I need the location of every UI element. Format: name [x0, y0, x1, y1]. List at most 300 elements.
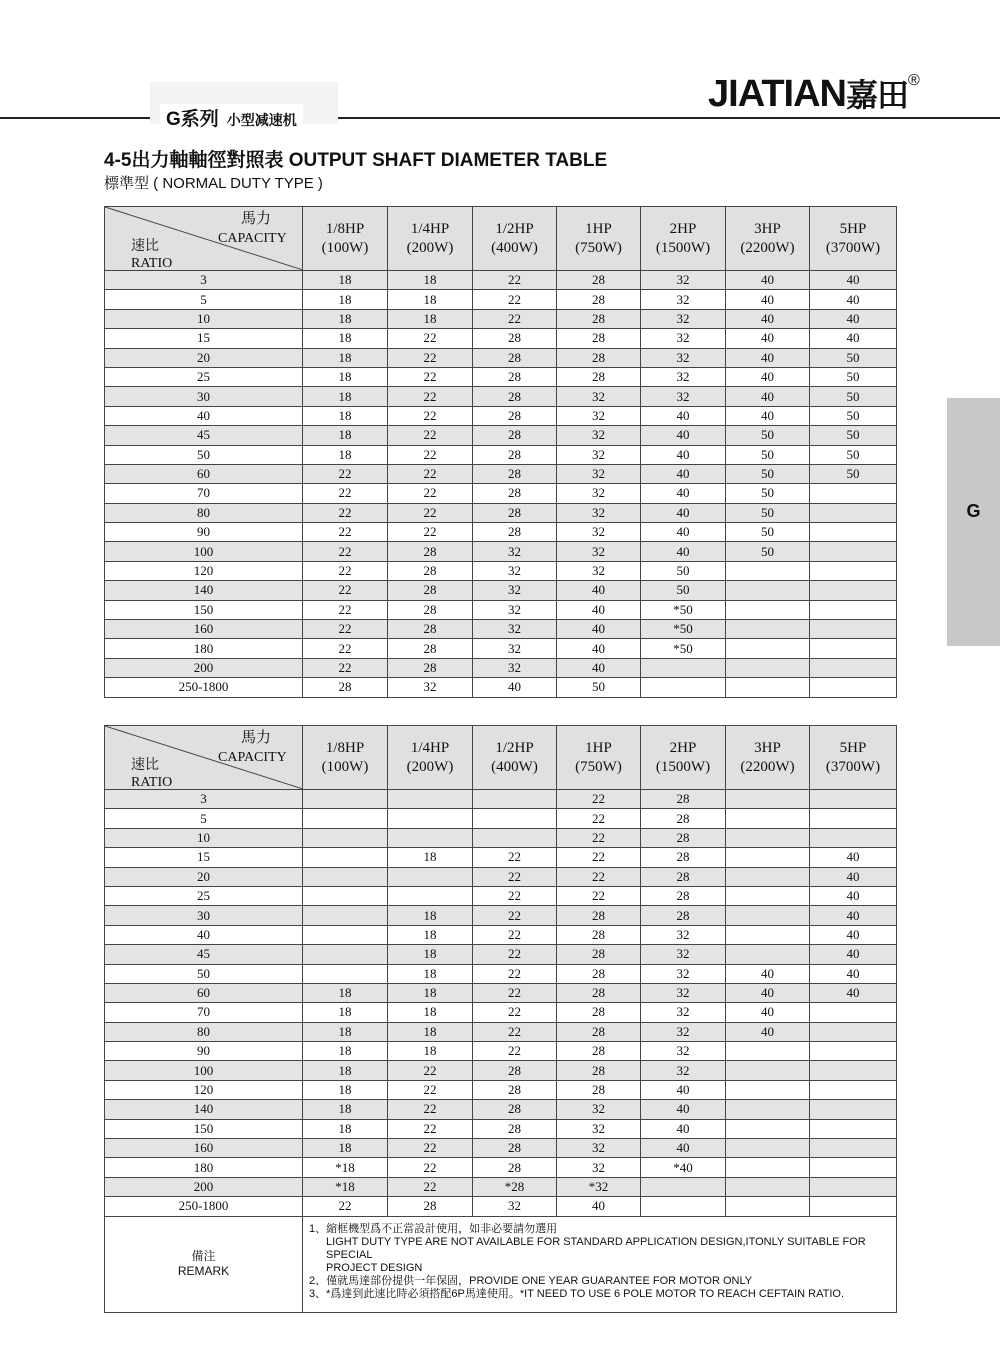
- ratio-cell: 100: [105, 1061, 303, 1080]
- table-row: [105, 828, 897, 847]
- diameter-cell: 40: [810, 329, 897, 348]
- ratio-cell: 10: [105, 828, 303, 847]
- remark-label-cn: 備注: [191, 1249, 216, 1264]
- diameter-cell: 28: [641, 886, 726, 905]
- diameter-cell: 50: [726, 503, 810, 522]
- diameter-cell: 22: [388, 329, 473, 348]
- col-header-2hp: 2HP (1500W): [641, 207, 726, 271]
- diameter-cell: 28: [473, 329, 557, 348]
- table-row: [105, 1197, 897, 1216]
- diameter-cell: 40: [473, 678, 557, 697]
- remark-line-3: PROJECT DESIGN: [326, 1261, 423, 1274]
- diameter-cell: [726, 1080, 810, 1099]
- diameter-cell: 18: [303, 1080, 388, 1099]
- diameter-cell: [303, 828, 388, 847]
- brand-name: JIATIAN: [708, 73, 846, 115]
- diameter-cell: 18: [303, 271, 388, 290]
- remark-line-2: LIGHT DUTY TYPE ARE NOT AVAILABLE FOR STANDARD APPLICATION DESIGN,ITONLY SUITABLE FOR SPECIAL: [326, 1235, 866, 1261]
- diameter-cell: [810, 828, 897, 847]
- diameter-cell: [810, 1100, 897, 1119]
- diameter-cell: 40: [726, 1022, 810, 1041]
- table-row: [105, 1177, 897, 1196]
- table-row: [105, 809, 897, 828]
- table-row: [105, 290, 897, 309]
- diameter-cell: 28: [557, 925, 641, 944]
- diameter-cell: 28: [473, 464, 557, 483]
- ratio-cell: 150: [105, 1119, 303, 1138]
- diameter-cell: 28: [641, 867, 726, 886]
- brand-logo: [708, 70, 919, 116]
- diameter-cell: 22: [303, 639, 388, 658]
- remark-line-1: 1、縮框機型爲不正當設計使用，如非必要請勿選用: [309, 1222, 558, 1235]
- diameter-cell: 18: [388, 945, 473, 964]
- table-row: [105, 1119, 897, 1138]
- diameter-cell: 32: [641, 367, 726, 386]
- diameter-cell: *18: [303, 1158, 388, 1177]
- remark-row: [105, 1216, 897, 1312]
- diameter-cell: 22: [473, 925, 557, 944]
- diameter-cell: [726, 925, 810, 944]
- diameter-cell: 50: [726, 484, 810, 503]
- diameter-cell: [303, 790, 388, 809]
- diameter-cell: 22: [388, 1119, 473, 1138]
- diameter-cell: 32: [641, 387, 726, 406]
- diameter-cell: 22: [473, 1003, 557, 1022]
- series-subtitle: 小型减速机: [226, 112, 297, 128]
- diameter-cell: 28: [641, 790, 726, 809]
- diameter-cell: 40: [810, 964, 897, 983]
- table-row: [105, 1061, 897, 1080]
- diameter-cell: [810, 1080, 897, 1099]
- ratio-cell: 25: [105, 367, 303, 386]
- table-row: [105, 886, 897, 905]
- diameter-cell: 32: [557, 1119, 641, 1138]
- table-row: [105, 561, 897, 580]
- diameter-cell: 40: [810, 309, 897, 328]
- diameter-cell: 28: [473, 1158, 557, 1177]
- diameter-cell: [726, 1042, 810, 1061]
- series-label: [160, 104, 303, 131]
- diameter-cell: [810, 503, 897, 522]
- diameter-cell: 32: [473, 620, 557, 639]
- diameter-cell: [303, 964, 388, 983]
- col-header-1-2hp: 1/2HP (400W): [473, 207, 557, 271]
- diameter-cell: 50: [641, 561, 726, 580]
- diameter-cell: 32: [557, 1158, 641, 1177]
- diameter-cell: [726, 848, 810, 867]
- diameter-cell: [303, 809, 388, 828]
- table-row: [105, 658, 897, 677]
- table-row: [105, 1100, 897, 1119]
- series-name: G系列: [166, 109, 219, 130]
- registered-mark: ®: [907, 72, 919, 89]
- ratio-cell: 80: [105, 1022, 303, 1041]
- capacity-label-en: CAPACITY: [218, 231, 287, 246]
- diameter-cell: *18: [303, 1177, 388, 1196]
- diameter-cell: 28: [557, 945, 641, 964]
- ratio-cell: 40: [105, 925, 303, 944]
- diameter-cell: 22: [557, 809, 641, 828]
- diameter-cell: [726, 561, 810, 580]
- col-header-3hp: 3HP (2200W): [726, 726, 810, 790]
- diameter-cell: 22: [303, 561, 388, 580]
- table-row: [105, 1158, 897, 1177]
- table-row: [105, 484, 897, 503]
- diameter-cell: 18: [303, 309, 388, 328]
- diameter-cell: 40: [641, 426, 726, 445]
- diameter-cell: 40: [557, 620, 641, 639]
- diameter-cell: 32: [641, 925, 726, 944]
- diameter-cell: 22: [473, 983, 557, 1002]
- col-header-1hp: 1HP (750W): [557, 207, 641, 271]
- ratio-cell: 140: [105, 1100, 303, 1119]
- col-header-2hp: 2HP (1500W): [641, 726, 726, 790]
- diameter-cell: 28: [641, 906, 726, 925]
- diameter-cell: 40: [726, 406, 810, 425]
- diameter-cell: [810, 639, 897, 658]
- diameter-cell: [810, 542, 897, 561]
- diameter-cell: 22: [473, 945, 557, 964]
- diameter-cell: 28: [473, 426, 557, 445]
- diameter-cell: 18: [303, 983, 388, 1002]
- diameter-cell: 22: [388, 1177, 473, 1196]
- diameter-cell: 40: [726, 290, 810, 309]
- diameter-cell: 22: [557, 848, 641, 867]
- table-row: [105, 329, 897, 348]
- diameter-cell: 28: [388, 639, 473, 658]
- remark-label-cell: [105, 1216, 303, 1312]
- ratio-cell: 70: [105, 1003, 303, 1022]
- diameter-cell: 50: [726, 464, 810, 483]
- diameter-cell: 18: [303, 445, 388, 464]
- diameter-cell: 40: [810, 886, 897, 905]
- ratio-cell: 5: [105, 809, 303, 828]
- diameter-cell: 18: [388, 290, 473, 309]
- ratio-cell: 60: [105, 983, 303, 1002]
- diameter-cell: *50: [641, 639, 726, 658]
- ratio-cell: 30: [105, 906, 303, 925]
- diameter-cell: [810, 581, 897, 600]
- table-row: [105, 271, 897, 290]
- diameter-cell: 28: [473, 1139, 557, 1158]
- diameter-cell: 40: [726, 309, 810, 328]
- diameter-cell: 18: [388, 983, 473, 1002]
- diameter-cell: 32: [473, 581, 557, 600]
- diameter-cell: 22: [473, 867, 557, 886]
- diameter-cell: 40: [726, 348, 810, 367]
- capacity-label-en: CAPACITY: [218, 750, 287, 765]
- diameter-cell: 40: [726, 329, 810, 348]
- diameter-cell: 28: [557, 271, 641, 290]
- ratio-cell: 100: [105, 542, 303, 561]
- ratio-cell: 120: [105, 1080, 303, 1099]
- ratio-label-cn: 速比: [131, 238, 159, 254]
- diameter-cell: [810, 658, 897, 677]
- table-row: [105, 620, 897, 639]
- diameter-cell: 18: [303, 1061, 388, 1080]
- diameter-cell: 28: [557, 964, 641, 983]
- diameter-cell: *32: [557, 1177, 641, 1196]
- diameter-cell: 28: [557, 329, 641, 348]
- table-row: [105, 678, 897, 697]
- table-row: [105, 581, 897, 600]
- diameter-cell: 22: [303, 464, 388, 483]
- ratio-cell: 15: [105, 329, 303, 348]
- diameter-cell: [810, 1022, 897, 1041]
- ratio-cell: 160: [105, 1139, 303, 1158]
- table-row: [105, 1139, 897, 1158]
- ratio-cell: 45: [105, 426, 303, 445]
- diameter-cell: 22: [388, 367, 473, 386]
- diameter-cell: 28: [473, 484, 557, 503]
- diameter-cell: 22: [557, 867, 641, 886]
- diameter-cell: 22: [473, 271, 557, 290]
- col-header-5hp: 5HP (3700W): [810, 207, 897, 271]
- diameter-cell: 18: [303, 1100, 388, 1119]
- diameter-cell: 28: [388, 561, 473, 580]
- col-header-3hp: 3HP (2200W): [726, 207, 810, 271]
- diameter-cell: 28: [473, 523, 557, 542]
- diameter-cell: 32: [557, 464, 641, 483]
- diameter-cell: 18: [388, 925, 473, 944]
- page-subtitle: 標準型 ( NORMAL DUTY TYPE ): [104, 175, 323, 192]
- diameter-cell: 50: [726, 426, 810, 445]
- diameter-cell: 32: [557, 406, 641, 425]
- diameter-cell: 22: [303, 581, 388, 600]
- diameter-cell: 22: [303, 484, 388, 503]
- ratio-cell: 90: [105, 523, 303, 542]
- diameter-cell: [810, 1003, 897, 1022]
- diameter-cell: [726, 1177, 810, 1196]
- diameter-cell: 28: [473, 1119, 557, 1138]
- ratio-cell: 60: [105, 464, 303, 483]
- diameter-cell: 32: [641, 983, 726, 1002]
- diameter-cell: 28: [557, 1080, 641, 1099]
- diameter-cell: 22: [388, 1080, 473, 1099]
- diameter-cell: [726, 581, 810, 600]
- diameter-cell: 28: [473, 1080, 557, 1099]
- table-row: [105, 848, 897, 867]
- table-row: [105, 367, 897, 386]
- header-row: [105, 207, 897, 271]
- normal-duty-table: [104, 206, 897, 698]
- diameter-cell: 22: [388, 1061, 473, 1080]
- col-header-1-8hp: 1/8HP (100W): [303, 726, 388, 790]
- diameter-cell: 22: [473, 309, 557, 328]
- diameter-cell: [726, 1061, 810, 1080]
- diameter-cell: 32: [641, 290, 726, 309]
- diameter-cell: [726, 1139, 810, 1158]
- diameter-cell: [726, 1119, 810, 1138]
- diameter-cell: 32: [557, 561, 641, 580]
- table-row: [105, 406, 897, 425]
- diameter-cell: [303, 867, 388, 886]
- diameter-cell: 40: [557, 658, 641, 677]
- diameter-cell: [726, 1197, 810, 1216]
- diameter-cell: 28: [388, 620, 473, 639]
- diameter-cell: 18: [388, 271, 473, 290]
- diameter-cell: 22: [388, 348, 473, 367]
- diameter-cell: [810, 1119, 897, 1138]
- diameter-cell: [388, 790, 473, 809]
- diameter-cell: 22: [388, 1158, 473, 1177]
- diameter-cell: 50: [810, 387, 897, 406]
- diameter-cell: 18: [303, 1022, 388, 1041]
- diameter-cell: [810, 1197, 897, 1216]
- diameter-cell: [641, 678, 726, 697]
- diameter-cell: 28: [473, 1100, 557, 1119]
- diameter-cell: [388, 886, 473, 905]
- diameter-cell: 32: [641, 1042, 726, 1061]
- diameter-cell: 40: [641, 1100, 726, 1119]
- diameter-cell: 18: [303, 1042, 388, 1061]
- diameter-cell: [303, 886, 388, 905]
- ratio-label-cn: 速比: [131, 757, 159, 773]
- remark-line-4: 2、僅就馬達部份提供一年保固，PROVIDE ONE YEAR GUARANTEE FOR MOTOR ONLY: [309, 1274, 753, 1287]
- diameter-cell: [726, 809, 810, 828]
- diameter-cell: 22: [303, 503, 388, 522]
- diameter-cell: [810, 790, 897, 809]
- table-row: [105, 906, 897, 925]
- diameter-cell: 18: [388, 309, 473, 328]
- diameter-cell: 32: [557, 1100, 641, 1119]
- diameter-cell: 22: [388, 523, 473, 542]
- diameter-cell: 22: [557, 886, 641, 905]
- diameter-cell: 28: [388, 1197, 473, 1216]
- col-header-1-4hp: 1/4HP (200W): [388, 207, 473, 271]
- diameter-cell: *28: [473, 1177, 557, 1196]
- diameter-cell: [726, 658, 810, 677]
- diameter-cell: 28: [473, 387, 557, 406]
- diameter-cell: 22: [303, 620, 388, 639]
- diameter-cell: [473, 790, 557, 809]
- diameter-cell: 40: [810, 867, 897, 886]
- diameter-cell: [641, 1177, 726, 1196]
- diameter-cell: [810, 678, 897, 697]
- ratio-cell: 50: [105, 445, 303, 464]
- corner-cell: [105, 726, 303, 790]
- diameter-cell: 22: [388, 1139, 473, 1158]
- diameter-cell: 22: [303, 523, 388, 542]
- table-body: [105, 271, 897, 698]
- diameter-cell: 22: [473, 1042, 557, 1061]
- diameter-cell: 40: [557, 600, 641, 619]
- ratio-cell: 120: [105, 561, 303, 580]
- diameter-cell: [303, 925, 388, 944]
- diameter-cell: 32: [557, 503, 641, 522]
- diameter-cell: 28: [557, 1042, 641, 1061]
- diameter-cell: 18: [303, 290, 388, 309]
- header-row: [105, 726, 897, 790]
- diameter-cell: 18: [388, 906, 473, 925]
- diameter-cell: [473, 809, 557, 828]
- diameter-cell: 32: [641, 945, 726, 964]
- table-row: [105, 925, 897, 944]
- diameter-cell: 32: [641, 1003, 726, 1022]
- diameter-cell: 22: [473, 886, 557, 905]
- diameter-cell: 28: [557, 367, 641, 386]
- diameter-cell: 40: [726, 271, 810, 290]
- ratio-cell: 250-1800: [105, 678, 303, 697]
- ratio-cell: 10: [105, 309, 303, 328]
- diameter-cell: 28: [473, 348, 557, 367]
- diameter-cell: 32: [641, 1061, 726, 1080]
- diameter-cell: 28: [473, 406, 557, 425]
- diameter-cell: 18: [303, 348, 388, 367]
- capacity-label-cn: 馬力: [241, 728, 272, 746]
- diameter-cell: [810, 523, 897, 542]
- diameter-cell: 50: [641, 581, 726, 600]
- diameter-cell: 22: [303, 600, 388, 619]
- ratio-cell: 3: [105, 271, 303, 290]
- diameter-cell: 32: [473, 639, 557, 658]
- diameter-cell: 32: [557, 1139, 641, 1158]
- diameter-cell: 28: [473, 445, 557, 464]
- diameter-cell: 28: [641, 828, 726, 847]
- ratio-cell: 80: [105, 503, 303, 522]
- diameter-cell: [810, 1061, 897, 1080]
- diameter-cell: 40: [641, 1080, 726, 1099]
- diameter-cell: [726, 1100, 810, 1119]
- diameter-cell: 28: [557, 1061, 641, 1080]
- diameter-cell: 32: [641, 329, 726, 348]
- diameter-cell: 22: [557, 790, 641, 809]
- diameter-cell: 40: [641, 406, 726, 425]
- diameter-cell: [388, 867, 473, 886]
- diameter-cell: 18: [303, 329, 388, 348]
- remark-line-5: 3、*爲達到此速比時必須搭配6P馬達使用。*IT NEED TO USE 6 POLE MOTOR TO REACH CEFTAIN RATIO.: [309, 1287, 845, 1300]
- diameter-cell: *40: [641, 1158, 726, 1177]
- diameter-cell: 22: [388, 1100, 473, 1119]
- diameter-cell: 32: [557, 387, 641, 406]
- diameter-cell: 32: [388, 678, 473, 697]
- ratio-cell: 90: [105, 1042, 303, 1061]
- diameter-cell: 50: [810, 464, 897, 483]
- diameter-cell: 32: [641, 309, 726, 328]
- section-tab-label: G: [966, 501, 981, 521]
- diameter-cell: *50: [641, 600, 726, 619]
- diameter-cell: [726, 620, 810, 639]
- diameter-cell: 40: [557, 581, 641, 600]
- diameter-cell: 32: [473, 1197, 557, 1216]
- diameter-cell: [810, 600, 897, 619]
- diameter-cell: [726, 600, 810, 619]
- table-row: [105, 445, 897, 464]
- diameter-cell: 40: [810, 925, 897, 944]
- diameter-cell: 50: [810, 426, 897, 445]
- ratio-cell: 150: [105, 600, 303, 619]
- ratio-label-en: RATIO: [131, 256, 173, 271]
- diameter-cell: 22: [388, 484, 473, 503]
- table-row: [105, 1042, 897, 1061]
- section-tab: [947, 398, 1000, 646]
- diameter-cell: 50: [726, 542, 810, 561]
- diameter-cell: 40: [810, 848, 897, 867]
- diameter-cell: 28: [557, 983, 641, 1002]
- ratio-cell: 140: [105, 581, 303, 600]
- diameter-cell: [388, 828, 473, 847]
- diameter-cell: 40: [641, 503, 726, 522]
- diameter-cell: [810, 620, 897, 639]
- diameter-cell: 28: [473, 367, 557, 386]
- table-row: [105, 790, 897, 809]
- col-header-1-2hp: 1/2HP (400W): [473, 726, 557, 790]
- diameter-cell: 50: [810, 406, 897, 425]
- diameter-cell: 32: [473, 658, 557, 677]
- diameter-cell: [726, 906, 810, 925]
- diameter-cell: 28: [473, 503, 557, 522]
- diameter-cell: 18: [388, 1003, 473, 1022]
